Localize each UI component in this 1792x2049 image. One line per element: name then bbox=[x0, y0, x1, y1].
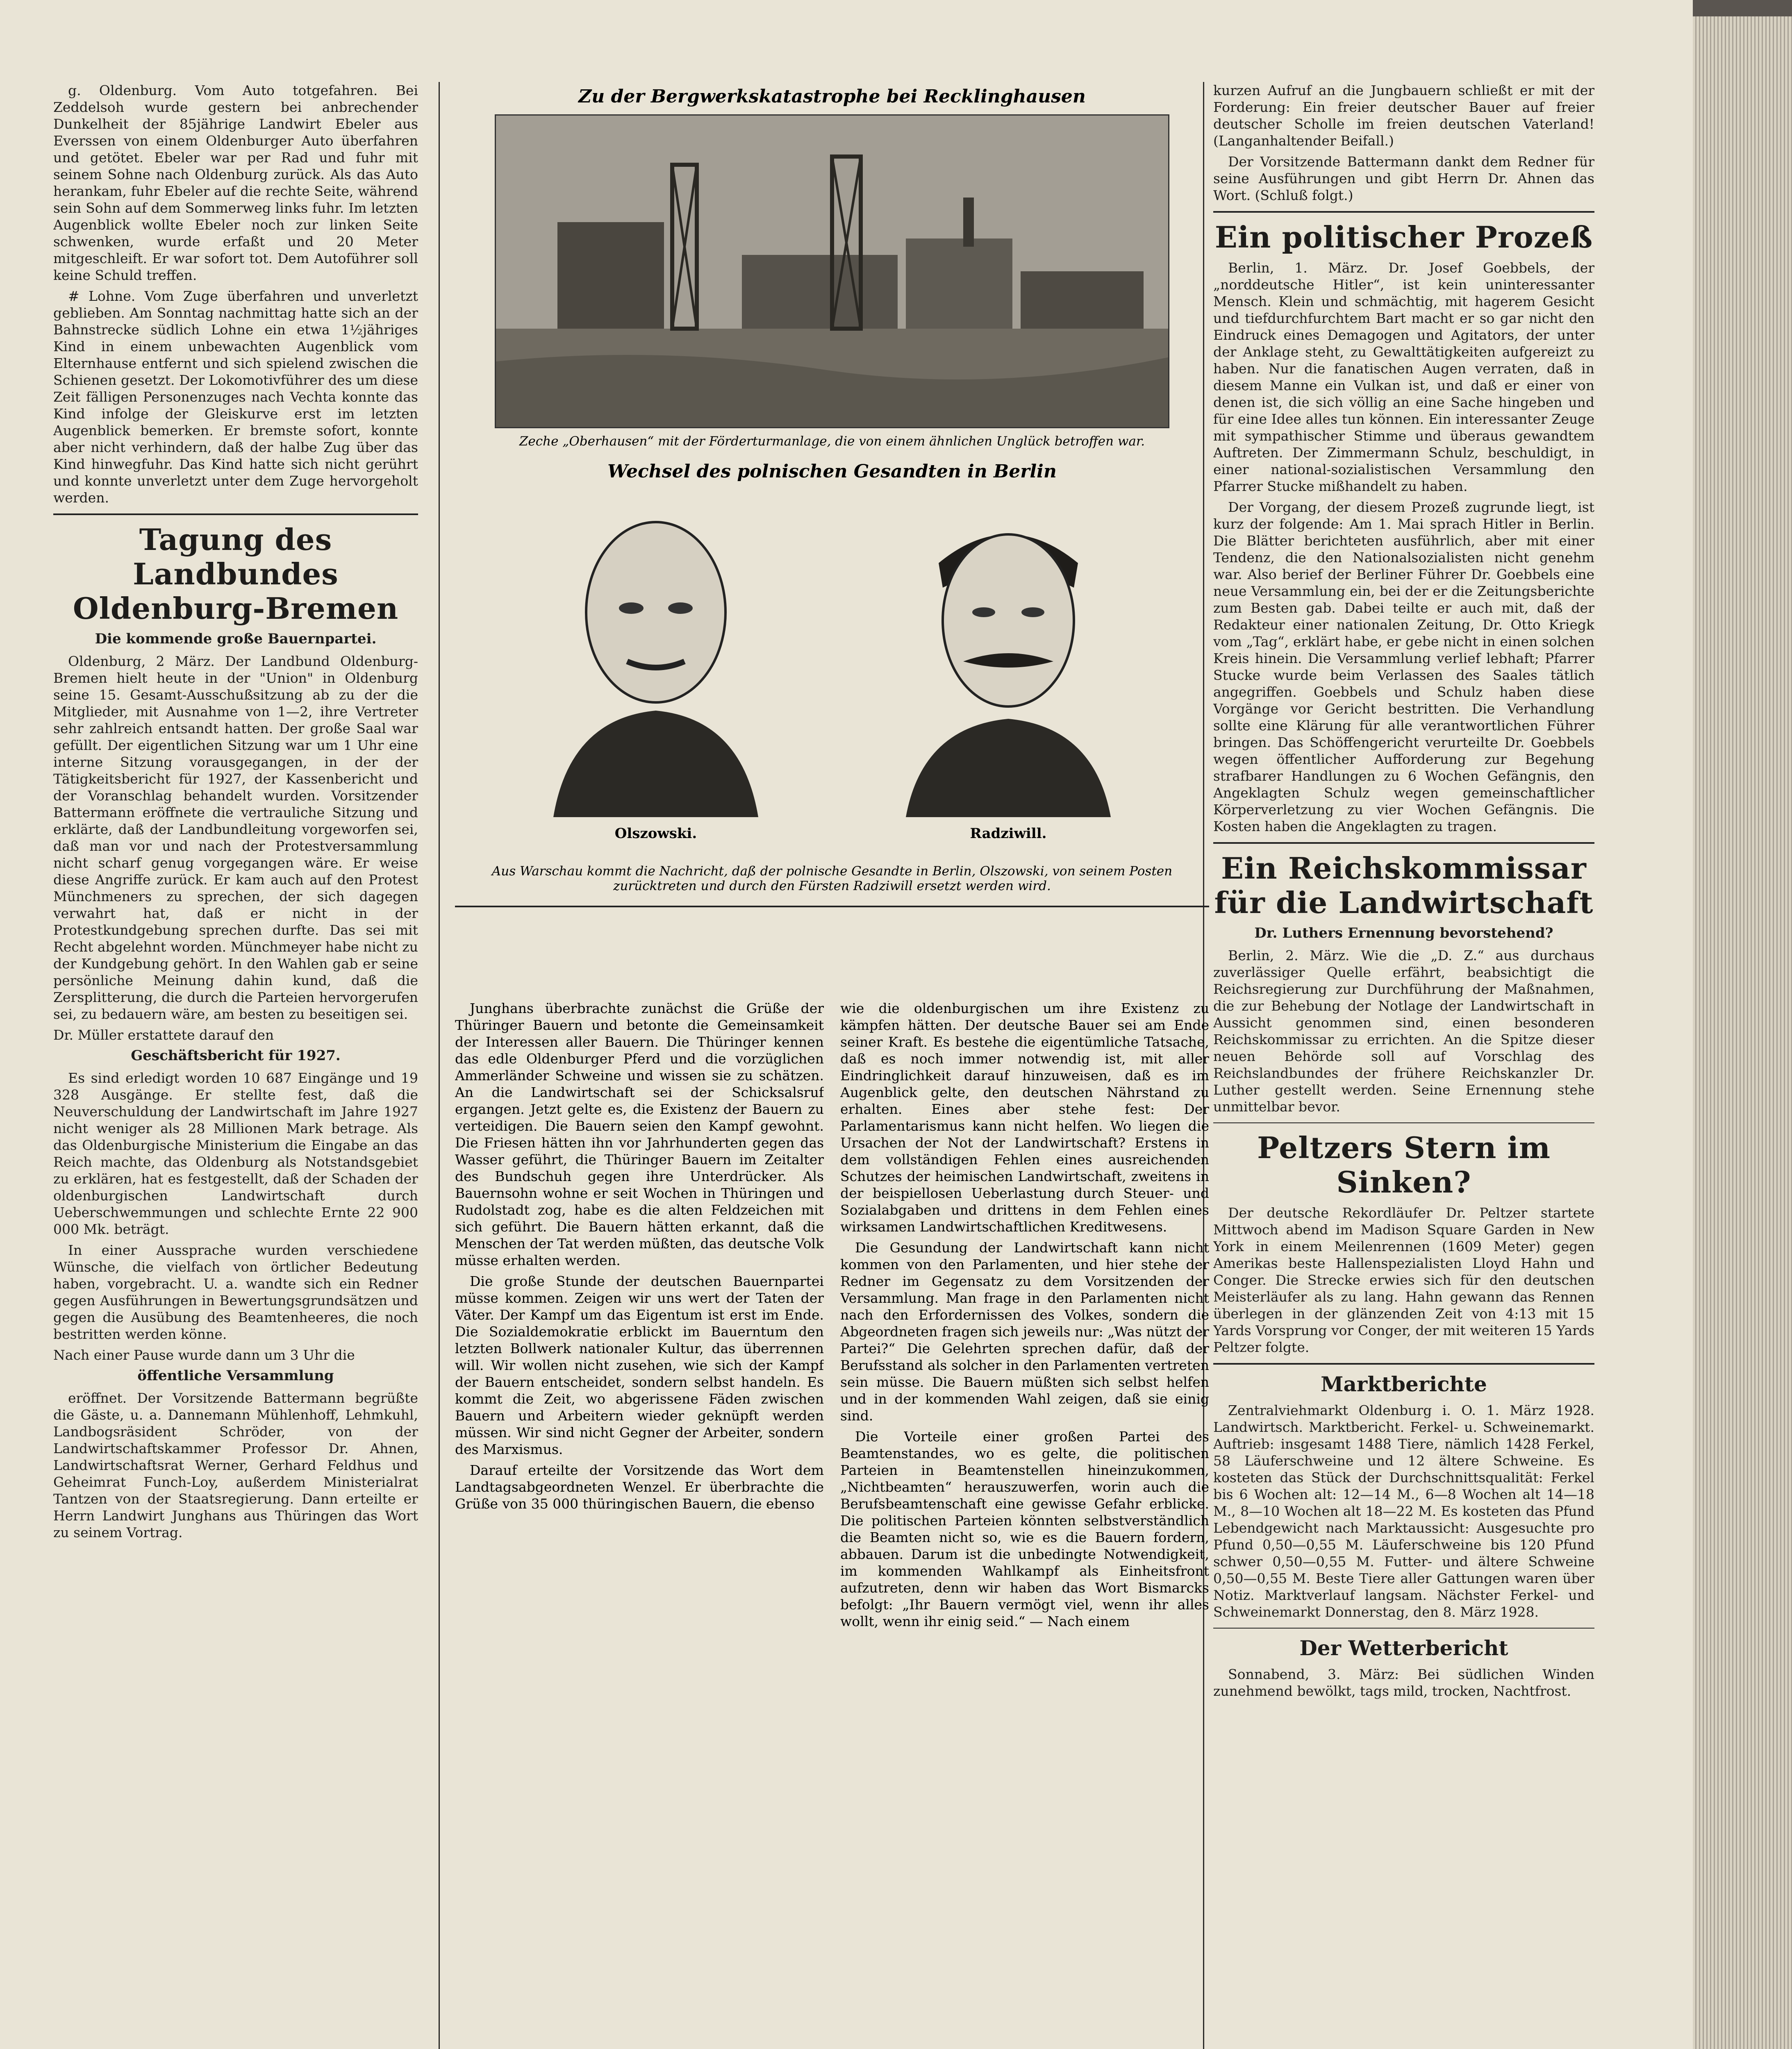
divider bbox=[1213, 842, 1594, 844]
article-train-child: # Lohne. Vom Zuge überfahren und unverletzt geblieben. Am Sonntag nachmittag hatte sich an der Bahnstrecke südlich Lohne ein etwa 1½jähriges Kind in einem unbewachten Augenblick vom Elternhause entfernt und sich spielend zwischen die Schienen gesetzt. Der Lokomotivführer des um diese Zeit fälligen Personenzuges nach Vechta konnte das Kind infolge der Gleiskurve erst im letzten Augenblick bemerken. Er bremste sofort, konnte aber nicht verhindern, daß der halbe Zug über das Kind hinwegfuhr. Das Kind hatte sich nicht gerührt und konnte unverletzt unter dem Zuge hervorgeholt werden. bbox=[53, 288, 418, 506]
prozess-para: Berlin, 1. März. Dr. Josef Goebbels, der „norddeutsche Hitler“, ist kein uninteressanter Mensch. Klein und schmächtig, mit hagerem Gesicht und tiefdurchfurchtem Bart macht er so gar nicht den Eindruck eines Demagogen und Agitators, der unter der Anklage steht, zu Gewalttätigkeiten aufgereizt zu haben. Nur die fanatischen Augen verraten, daß in diesem Manne ein Vulkan ist, und daß er einer von denen ist, die sich völlig an eine Sache hingeben und für eine Idee alles tun können. Ein interessanter Zeuge mit sympathischer Stimme und überaus gewandtem Auftreten. Der Zimmermann Schulz, beschuldigt, in einer national-sozialistischen Versammlung den Pfarrer Stucke mißhandelt zu haben. bbox=[1213, 260, 1594, 494]
reichskommissar-headline: Ein Reichskommissar für die Landwirtschaft bbox=[1214, 851, 1594, 920]
landbund-para: Dr. Müller erstattete darauf den bbox=[53, 1027, 274, 1043]
divider bbox=[53, 513, 418, 515]
divider bbox=[1213, 1122, 1594, 1123]
article-para: kurzen Aufruf an die Jungbauern schließt er mit der Forderung: Ein freier deutscher Bauer auf freier deutscher Scholle im freien deutschen Vaterland! (Langanhaltender Beifall.) bbox=[1213, 82, 1594, 149]
olszowski-name: Olszowski. bbox=[614, 825, 697, 842]
prozess-headline: Ein politischer Prozeß bbox=[1214, 220, 1593, 254]
mine-photo bbox=[495, 114, 1169, 428]
radziwill-drawing bbox=[881, 489, 1135, 817]
divider bbox=[1213, 1363, 1594, 1365]
landbund-para: Oldenburg, 2 März. Der Landbund Oldenburg-Bremen hielt heute in der "Union" in Oldenburg seine 15. Gesamt-Ausschußsitzung ab zu der die Mitglieder, mit Ausnahme von 1—2, ihre Vertreter sehr zahlreich entsandt hatten. Der große Saal war gefüllt. Der eigentlichen Sitzung war um 1 Uhr eine interne Sitzung vorausgegangen, in der der Tätigkeitsbericht für 1927, der Kassenbericht und der Voranschlag behandelt wurden. Vorsitzender Battermann eröffnete die vertrauliche Sitzung und erklärte, daß der Landbundleitung vorgeworfen sei, daß man vor und nach der Protestversammlung nicht scharf genug vorgegangen wäre. Er weise diese Angriffe zurück. Er kam auch auf den Protest Münchmeners zu sprechen, der sich dagegen verwahrt hat, daß er nicht in der Protestkundgebung sprechen durfte. Das sei mit Recht abgelehnt worden. Münchmeyer habe nicht zu der Kundgebung gehört. In den Wahlen gab er seine persönliche Meinung dahin kund, daß die Zersplitterung, die durch die Parteien hervorgerufen sei, zu bedauern wäre, am besten zu beseitigen sei. bbox=[53, 653, 418, 1022]
portraits bbox=[496, 489, 1168, 858]
colliery-illustration bbox=[496, 116, 1168, 427]
reichskommissar-subheading: Dr. Luthers Ernennung bevorstehend? bbox=[1254, 925, 1553, 941]
article-para: Junghans überbrachte zunächst die Grüße der Thüringer Bauern und betonte die Gemeinsamkeit der Interessen aller Bauern. Die Thüringer kennen das edle Oldenburger Pferd und die vorzüglichen Ammerländer Schweine und wissen sie zu schätzen. An die Landwirtschaft sei der Schicksalsruf ergangen. Jetzt gelte es, die Existenz der Bauern zu verteidigen. Die Bauern seien den Kampf gewohnt. Die Friesen hätten ihn vor Jahrhunderten gegen das Wasser geführt, die Thüringer Bauern im Zeitalter des Bundschuh gegen ihre Unterdrücker. Als Bauernsohn wohne er seit Wochen in Thüringen und Rudolstadt zog, habe es die alten Feldzeichen mit sich geführt. Die Bauern hätten erkannt, daß die Menschen der Tat werden müßten, das deutsche Volk müsse erhalten werden. bbox=[455, 1000, 824, 1268]
mine-photo-title: Zu der Bergwerkskatastrophe bei Recklinghausen bbox=[578, 86, 1086, 107]
middle-article-col-left bbox=[455, 1000, 824, 2049]
prozess-para: Der Vorgang, der diesem Prozeß zugrunde liegt, ist kurz der folgende: Am 1. Mai sprach Hitler in Berlin. Die Blätter berichteten ausführlich, aber mit einer Tendenz, die den Nationalsozialisten nicht genehm war. Also berief der Berliner Führer Dr. Goebbels eine neue Versammlung ein, bei der er die Zeitungsberichte zum Besten gab. Dabei teilte er auch mit, daß der Redakteur einer nationalen Zeitung, Dr. Otto Kriegk vom „Tag“, erklärt habe, er gebe nicht in einen solchen Kreis hinein. Die Versammlung verlief lebhaft; Pfarrer Stucke wurde beim Verlassen des Saales tätlich angegriffen. Goebbels und Schulz haben diese Vorgänge vor Gericht bestritten. Die Verhandlung sollte eine Klärung für alle verantwortlichen Führer bringen. Das Schöffengericht verurteilte Dr. Goebbels wegen öffentlicher Aufforderung zur Begehung strafbarer Handlungen zu 6 Wochen Gefängnis, den Angeklagten Schulz wegen gemeinschaftlicher Körperverletzung zu vier Wochen Gefängnis. Die Kosten haben die Angeklagten zu tragen. bbox=[1213, 499, 1594, 834]
market-headline: Marktberichte bbox=[1321, 1372, 1487, 1396]
portrait-caption: Aus Warschau kommt die Nachricht, daß der polnische Gesandte in Berlin, Olszowski, von seinem Posten zurücktreten und durch den Fürsten Radziwill ersetzt werden wird. bbox=[491, 864, 1173, 893]
weather-para: Sonnabend, 3. März: Bei südlichen Winden zunehmend bewölkt, tags mild, trocken, Nachtfrost. bbox=[1213, 1666, 1594, 1699]
portrait-olszowski bbox=[529, 489, 783, 842]
divider bbox=[455, 906, 1209, 907]
landbund-section-title: öffentliche Versammlung bbox=[137, 1368, 334, 1384]
reichskommissar-para: Berlin, 2. März. Wie die „D. Z.“ aus durchaus zuverlässiger Quelle erfährt, beabsichtigt die Reichsregierung zur Durchführung der Maßnahmen, die zur Behebung der Notlage der Landwirtschaft in Aussicht genommen sind, einen besonderen Reichskommissar zu errichten. An die Spitze dieser neuen Behörde soll auf Vorschlag des Reichslandbundes der frühere Reichskanzler Dr. Luther gestellt werden. Seine Ernennung stehe unmittelbar bevor. bbox=[1213, 947, 1594, 1115]
divider bbox=[1213, 1628, 1594, 1629]
weather-headline: Der Wetterbericht bbox=[1299, 1636, 1508, 1660]
landbund-para: Nach einer Pause wurde dann um 3 Uhr die bbox=[53, 1347, 355, 1363]
portrait-title: Wechsel des polnischen Gesandten in Berlin bbox=[607, 461, 1057, 482]
landbund-para: eröffnet. Der Vorsitzende Battermann begrüßte die Gäste, u. a. Dannemann Mühlenhoff, Lehmkuhl, Landbogsräsident Schröder, von der Landwirtschaftskammer Professor Dr. Ahnen, Landwirtschaftsrat Werner, Gerhard Feldhus und Geheimrat Funch-Loy, außerdem Ministerialrat Tantzen von der Staatsregierung. Dann erteilte er Herrn Landwirt Junghans aus Thüringen das Wort zu seinem Vortrag. bbox=[53, 1390, 418, 1540]
landbund-para: Es sind erledigt worden 10 687 Eingänge und 19 328 Ausgänge. Er stellte fest, daß die Neuverschuldung der Landwirtschaft im Jahre 1927 nicht weniger als 28 Millionen Mark betrage. Als das Oldenburgische Ministerium die Eingabe an das Reich machte, das Oldenburg als Notstandsgebiet zu erklären, hat es festgestellt, daß der Schaden der oldenburgischen Landwirtschaft durch Ueberschwemmungen und schlechte Ernte 22 900 000 Mk. beträgt. bbox=[53, 1070, 418, 1237]
middle-article bbox=[455, 1000, 1209, 2049]
article-para: Die Vorteile einer großen Partei des Beamtenstandes, wo es gelte, die politischen Parteien in Beamtenstellen hineinzukommen, „Nichtbeamten“ herauszuwerfen, worin auch die Berufsbeamtenschaft eine gewisse Gefahr erblicke. Die politischen Parteien könnten selbstverständlich die Beamten nicht so, wie es die Bauern fordern, abbauen. Darum ist die unbedingte Notwendigkeit, im kommenden Wahlkampf als Einheitsfront aufzutreten, denn wir haben das Wort Bismarcks befolgt: „Ihr Bauern vermögt viel, wenn ihr alles wollt, wenn ihr einig seid.“ — Nach einem bbox=[840, 1429, 1209, 1629]
article-para: Darauf erteilte der Vorsitzende das Wort dem Landtagsabgeordneten Wenzel. Er überbrachte die Grüße von 35 000 thüringischen Bauern, die ebenso bbox=[455, 1462, 824, 1512]
landbund-headline: Tagung des Landbundes Oldenburg-Bremen bbox=[73, 522, 399, 626]
article-para: Die Gesundung der Landwirtschaft kann nicht kommen von den Parlamenten, und hier stehe der Redner im Gegensatz zu dem Vorsitzenden der Versammlung. Man frage in den Parlamenten nicht nach den Erfordernissen des Volkes, sondern die Abgeordneten fragen sich jeweils nur: „Was nützt der Partei?“ Die Gelehrten sprechen dafür, daß der Berufsstand als solcher in den Parlamenten vertreten sein müsse. Die Bauern müßten sich selbst helfen und in der kommenden Wahl zeigen, daß sie einig sind. bbox=[840, 1240, 1209, 1424]
article-para: wie die oldenburgischen um ihre Existenz zu kämpfen hätten. Der deutsche Bauer sei am Ende seiner Kraft. Es bestehe die eigentümliche Tatsache, daß es noch immer notwendig ist, mit aller Eindringlichkeit darauf hinzuweisen, daß es im Augenblick gelte, den deutschen Nährstand zu erhalten. Eines aber stehe fest: Der Parlamentarismus kann nicht helfen. Wo liegen die Ursachen der Not der Landwirtschaft? Erstens in dem vollständigen Fehlen eines ausreichenden Schutzes der heimischen Landwirtschaft, zweitens in der beispiellosen Ueberlastung durch Steuer- und Sozialabgaben und drittens in dem Fehlen eines wirksamen Landwirtschaftlichen Kreditwesens. bbox=[840, 1000, 1209, 1235]
right-column bbox=[1213, 82, 1594, 2049]
middle-article-col-right bbox=[840, 1000, 1209, 2049]
market-para: Zentralviehmarkt Oldenburg i. O. 1. März 1928. Landwirtsch. Marktbericht. Ferkel- u. Schweinemarkt. Auftrieb: insgesamt 1488 Tiere, nämlich 1428 Ferkel, 58 Läuferschweine und 12 ältere Schweine. Es kosteten das Stück der Durchschnittsqualität: Ferkel bis 6 Wochen alt: 12—14 M., 6—8 Wochen alt 14—18 M., 8—10 Wochen alt 18—22 M. Es kosteten das Pfund Lebendgewicht nach Marktaussicht: Ausgesuchte pro Pfund 0,50—0,55 M. Läuferschweine bis 120 Pfund schwer 0,50—0,55 M. Futter- und ältere Schweine 0,50—0,55 M. Beste Tiere aller Gattungen waren über Notiz. Marktverlauf langsam. Nächster Ferkel- und Schweinemarkt Donnerstag, den 8. März 1928. bbox=[1213, 1402, 1594, 1620]
article-para: Die große Stunde der deutschen Bauernpartei müsse kommen. Zeigen wir uns wert der Taten der Väter. Der Kampf um das Eigentum ist erst im Ende. Die Sozialdemokratie erblickt im Bauerntum den letzten Bollwerk nationaler Kultur, das überrennen will. Wir wollen nicht zusehen, wie sich der Kampf der Bauern entscheidet, sondern selbst handeln. Es kommt die Zeit, wo abgerissene Fäden zwischen Bauern und Arbeitern wieder geknüpft werden müssen. Wir sind nicht Gegner der Arbeiter, sondern des Marxismus. bbox=[455, 1273, 824, 1457]
radziwill-name: Radziwill. bbox=[970, 825, 1047, 842]
article-para: Der Vorsitzende Battermann dankt dem Redner für seine Ausführungen und gibt Herrn Dr. Ahnen das Wort. (Schluß folgt.) bbox=[1213, 154, 1594, 203]
column-rule-left bbox=[439, 82, 440, 2049]
mine-photo-caption: Zeche „Oberhausen“ mit der Förderturmanlage, die von einem ähnlichen Unglück betroffen war. bbox=[519, 434, 1145, 449]
olszowski-drawing bbox=[529, 489, 783, 817]
article-auto-accident: g. Oldenburg. Vom Auto totgefahren. Bei Zeddelsoh wurde gestern bei anbrechender Dunkelheit der 85jährige Landwirt Ebeler aus Everssen von einem Oldenburger Auto überfahren und getötet. Ebeler war per Rad und fuhr mit seinem Sohne nach Oldenburg zurück. Als das Auto herankam, fuhr Ebeler auf die rechte Seite, während sein Sohn auf dem Sommerweg links fuhr. Im letzten Augenblick wollte Ebeler noch zur linken Seite schwenken, wurde erfaßt und 20 Meter mitgeschleift. Er war sofort tot. Dem Autoführer soll keine Schuld treffen. bbox=[53, 82, 418, 283]
left-column bbox=[53, 82, 418, 2049]
page-edge-stack bbox=[1693, 16, 1792, 2049]
landbund-para: In einer Aussprache wurden verschiedene Wünsche, die vielfach von örtlicher Bedeutung haben, vorgebracht. U. a. wandte sich ein Redner gegen Ausführungen in Bewertungsgrundsätzen und gegen die Ausübung des Beamtenheeres, die noch bestritten werden könne. bbox=[53, 1242, 418, 1342]
divider bbox=[1213, 211, 1594, 213]
peltzer-headline: Peltzers Stern im Sinken? bbox=[1257, 1130, 1551, 1199]
landbund-subheading: Die kommende große Bauernpartei. bbox=[95, 631, 377, 647]
landbund-section-title: Geschäftsbericht für 1927. bbox=[131, 1047, 341, 1064]
picture-section bbox=[455, 82, 1209, 988]
portrait-radziwill bbox=[881, 489, 1135, 842]
peltzer-para: Der deutsche Rekordläufer Dr. Peltzer startete Mittwoch abend im Madison Square Garden in New York in einem Meilenrennen (1609 Meter) gegen Amerikas beste Hallenspezialisten Lloyd Hahn und Conger. Die Strecke erwies sich für den deutschen Meisterläufer als zu lang. Hahn gewann das Rennen überlegen in der glänzenden Zeit von 4:13 mit 15 Yards Vorsprung vor Conger, der mit weiteren 15 Yards Peltzer folgte. bbox=[1213, 1205, 1594, 1355]
